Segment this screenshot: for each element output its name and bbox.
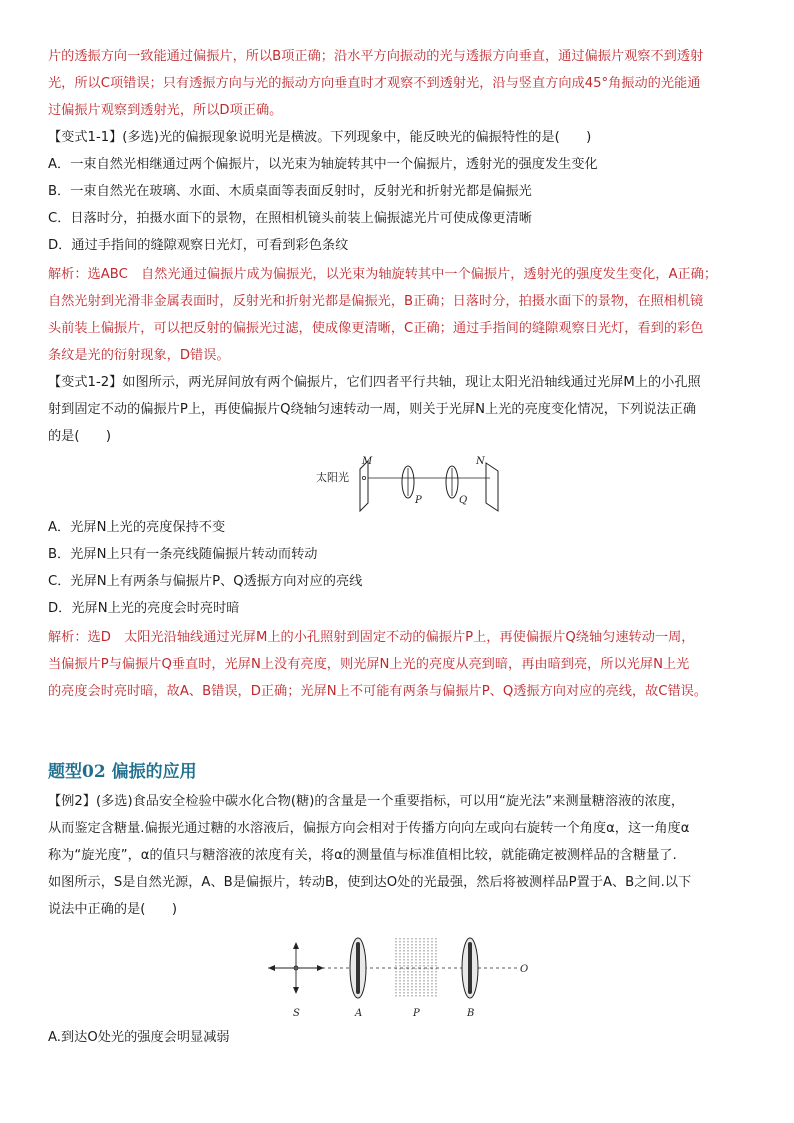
question-variant-1-2: 【变式1-2】如图所示，两光屏间放有两个偏振片，它们四者平行共轴，现让太阳光沿轴线通过光屏M上的小孔照 bbox=[48, 375, 701, 390]
analysis-line: 自然光射到光滑非金属表面时，反射光和折射光都是偏振光，B正确；日落时分，拍摄水面下的景物，在照相机镜 bbox=[48, 294, 704, 309]
label-p: P bbox=[415, 495, 422, 506]
analysis-line: 头前装上偏振片，可以把反射的偏振光过滤，使成像更清晰，C正确；通过手指间的缝隙观察日光灯，看到的彩色 bbox=[48, 321, 704, 336]
question-example-2: 称为“旋光度”，α的值只与糖溶液的浓度有关，将α的测量值与标准值相比较，就能确定被测样品的含糖量了. bbox=[48, 848, 677, 863]
option-d: D．光屏N上光的亮度会时亮时暗 bbox=[48, 601, 240, 616]
analysis-line: 当偏振片P与偏振片Q垂直时，光屏N上没有亮度，则光屏N上光的亮度从亮到暗，再由暗到亮，所以光屏N上光 bbox=[48, 657, 690, 672]
label-m: M bbox=[362, 456, 373, 467]
question-example-2: 说法中正确的是( ) bbox=[48, 902, 177, 917]
option-b: B．一束自然光在玻璃、水面、木质桌面等表面反射时，反射光和折射光都是偏振光 bbox=[48, 184, 532, 199]
label-q: Q bbox=[459, 495, 468, 506]
question-variant-1-1: 【变式1-1】(多选)光的偏振现象说明光是横波。下列现象中，能反映光的偏振特性的是( ) bbox=[48, 130, 592, 145]
label-sun: 太阳光 bbox=[316, 471, 349, 484]
label-s: S bbox=[293, 1008, 300, 1019]
option-a: A.到达O处光的强度会明显减弱 bbox=[48, 1030, 230, 1045]
analysis-line: 条纹是光的衍射现象，D错误。 bbox=[48, 348, 230, 363]
question-example-2: 【例2】(多选)食品安全检验中碳水化合物(糖)的含量是一个重要指标，可以用“旋光法”来测量糖溶液的浓度， bbox=[48, 794, 685, 809]
analysis-line: 解析：选ABC 自然光通过偏振片成为偏振光，以光束为轴旋转其中一个偏振片，透射光的强度发生变化，A正确； bbox=[48, 267, 718, 282]
analysis-line: 解析：选D 太阳光沿轴线通过光屏M上的小孔照射到固定不动的偏振片P上，再使偏振片Q绕轴匀速转动一周， bbox=[48, 630, 695, 645]
option-d: D．通过手指间的缝隙观察日光灯，可看到彩色条纹 bbox=[48, 238, 349, 253]
option-b: B．光屏N上只有一条亮线随偏振片转动而转动 bbox=[48, 547, 318, 562]
label-b: B bbox=[467, 1008, 475, 1019]
figure-optical-rotation bbox=[262, 930, 542, 1022]
question-variant-1-2: 的是( ) bbox=[48, 429, 112, 444]
question-variant-1-2: 射到固定不动的偏振片P上，再使偏振片Q绕轴匀速转动一周，则关于光屏N上光的亮度变化情况，下列说法正确 bbox=[48, 402, 697, 417]
option-c: C．日落时分，拍摄水面下的景物，在照相机镜头前装上偏振滤光片可使成像更清晰 bbox=[48, 211, 532, 226]
question-example-2: 从而鉴定含糖量.偏振光通过糖的水溶液后，偏振方向会相对于传播方向向左或向右旋转一个角度α，这一角度α bbox=[48, 821, 690, 836]
label-o: O bbox=[520, 964, 529, 975]
section-heading: 题型02 偏振的应用 bbox=[48, 762, 197, 782]
explanation-line: 片的透振方向一致能通过偏振片，所以B项正确；沿水平方向振动的光与透振方向垂直，通过偏振片观察不到透射 bbox=[48, 49, 704, 64]
explanation-line: 光，所以C项错误；只有透振方向与光的振动方向垂直时才观察不到透射光，沿与竖直方向成45°角振动的光能通 bbox=[48, 76, 701, 91]
label-p: P bbox=[413, 1008, 420, 1019]
figure-screens-polarizers bbox=[312, 455, 512, 515]
label-n: N bbox=[476, 456, 485, 467]
question-example-2: 如图所示，S是自然光源，A、B是偏振片，转动B，使到达O处的光最强，然后将被测样品P置于A、B之间.以下 bbox=[48, 875, 692, 890]
option-a: A．一束自然光相继通过两个偏振片，以光束为轴旋转其中一个偏振片，透射光的强度发生变化 bbox=[48, 157, 598, 172]
option-c: C．光屏N上有两条与偏振片P、Q透振方向对应的亮线 bbox=[48, 574, 363, 589]
explanation-line: 过偏振片观察到透射光，所以D项正确。 bbox=[48, 103, 283, 118]
analysis-line: 的亮度会时亮时暗，故A、B错误，D正确；光屏N上不可能有两条与偏振片P、Q透振方向对应的亮线，故C错误。 bbox=[48, 684, 708, 699]
option-a: A．光屏N上光的亮度保持不变 bbox=[48, 520, 226, 535]
label-a: A bbox=[355, 1008, 363, 1019]
